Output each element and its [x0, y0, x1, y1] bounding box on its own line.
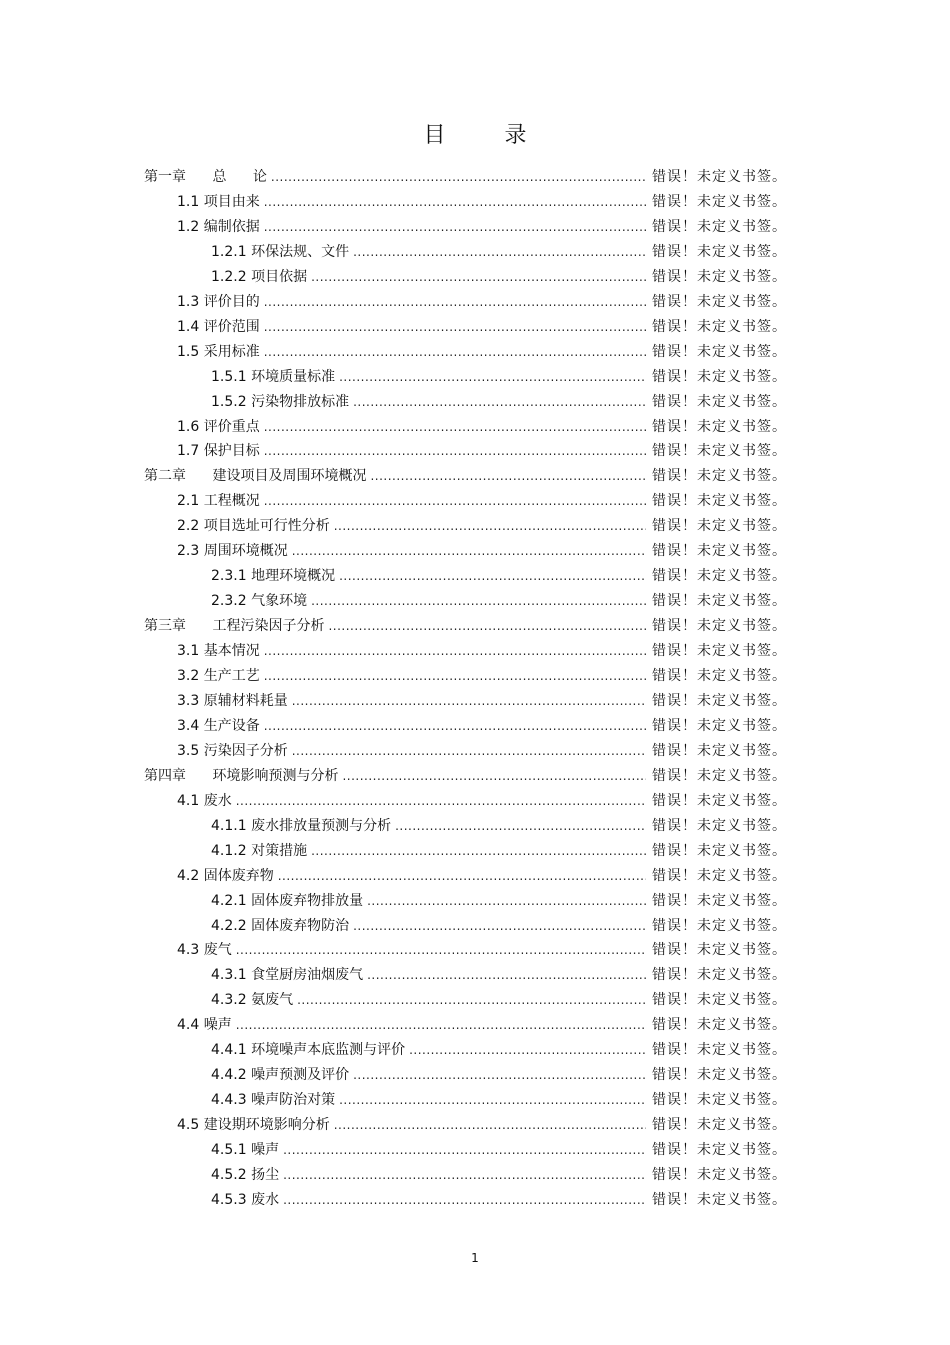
toc-section-entry[interactable]: [177, 665, 787, 687]
toc-page-reference: 错误！未定义书签。: [652, 967, 787, 983]
toc-subsection-entry[interactable]: [211, 590, 787, 612]
toc-section-entry[interactable]: [177, 715, 787, 737]
toc-page-reference: 错误！未定义书签。: [652, 269, 787, 285]
toc-page-reference: 错误！未定义书签。: [652, 593, 787, 609]
toc-section-entry[interactable]: [177, 490, 787, 512]
toc-entry-label: 3.2 生产工艺: [177, 668, 260, 684]
toc-entry-label: 4.3.2 氨废气: [211, 992, 294, 1008]
toc-section-entry[interactable]: [177, 690, 787, 712]
toc-page-reference: 错误！未定义书签。: [652, 893, 787, 909]
toc-chapter-entry[interactable]: [144, 615, 787, 637]
toc-dot-leader: [353, 391, 646, 413]
toc-subsection-entry[interactable]: [211, 1064, 787, 1086]
toc-entry-label: 4.3 废气: [177, 942, 232, 958]
toc-page-reference: 错误！未定义书签。: [652, 843, 787, 859]
toc-entry-label: 第一章 总 论: [144, 169, 267, 185]
toc-page-reference: 错误！未定义书签。: [652, 668, 787, 684]
toc-dot-leader: [297, 989, 646, 1011]
toc-dot-leader: [236, 939, 646, 961]
toc-entry-label: 4.3.1 食堂厨房油烟废气: [211, 967, 364, 983]
toc-subsection-entry[interactable]: [211, 266, 787, 288]
toc-dot-leader: [283, 1164, 646, 1186]
toc-dot-leader: [264, 291, 646, 313]
toc-section-entry[interactable]: [177, 540, 787, 562]
toc-subsection-entry[interactable]: [211, 1039, 787, 1061]
toc-entry-label: 2.3.2 气象环境: [211, 593, 308, 609]
toc-chapter-entry[interactable]: [144, 166, 787, 188]
toc-entry-label: 第三章 工程污染因子分析: [144, 618, 325, 634]
toc-dot-leader: [353, 915, 646, 937]
toc-entry-label: 4.1 废水: [177, 793, 232, 809]
toc-subsection-entry[interactable]: [211, 840, 787, 862]
toc-dot-leader: [342, 765, 646, 787]
toc-entry-label: 1.2 编制依据: [177, 219, 260, 235]
toc-section-entry[interactable]: [177, 865, 787, 887]
toc-dot-leader: [264, 216, 646, 238]
toc-dot-leader: [271, 166, 646, 188]
toc-section-entry[interactable]: [177, 341, 787, 363]
toc-page-reference: 错误！未定义书签。: [652, 419, 787, 435]
toc-page-reference: 错误！未定义书签。: [652, 1067, 787, 1083]
toc-dot-leader: [370, 465, 646, 487]
toc-section-entry[interactable]: [177, 216, 787, 238]
toc-subsection-entry[interactable]: [211, 366, 787, 388]
toc-entry-label: 第四章 环境影响预测与分析: [144, 768, 339, 784]
toc-page-reference: 错误！未定义书签。: [652, 1142, 787, 1158]
toc-page-reference: 错误！未定义书签。: [652, 743, 787, 759]
toc-section-entry[interactable]: [177, 939, 787, 961]
toc-subsection-entry[interactable]: [211, 1164, 787, 1186]
toc-entry-label: 4.4 噪声: [177, 1017, 232, 1033]
toc-page-reference: 错误！未定义书签。: [652, 618, 787, 634]
toc-page-reference: 错误！未定义书签。: [652, 718, 787, 734]
toc-page-reference: 错误！未定义书签。: [652, 319, 787, 335]
toc-dot-leader: [409, 1039, 646, 1061]
toc-entry-label: 3.5 污染因子分析: [177, 743, 288, 759]
toc-page-reference: 错误！未定义书签。: [652, 568, 787, 584]
toc-entry-label: 3.4 生产设备: [177, 718, 260, 734]
toc-page-reference: 错误！未定义书签。: [652, 868, 787, 884]
toc-entry-label: 2.1 工程概况: [177, 493, 260, 509]
toc-page-reference: 错误！未定义书签。: [652, 294, 787, 310]
toc-entry-label: 1.5.2 污染物排放标准: [211, 394, 350, 410]
toc-section-entry[interactable]: [177, 740, 787, 762]
toc-entry-label: 1.5.1 环境质量标准: [211, 369, 336, 385]
toc-page-reference: 错误！未定义书签。: [652, 493, 787, 509]
toc-dot-leader: [367, 890, 646, 912]
toc-entry-label: 1.6 评价重点: [177, 419, 260, 435]
toc-entry-label: 4.1.1 废水排放量预测与分析: [211, 818, 392, 834]
toc-dot-leader: [236, 790, 646, 812]
toc-dot-leader: [264, 440, 646, 462]
toc-entry-label: 1.3 评价目的: [177, 294, 260, 310]
toc-subsection-entry[interactable]: [211, 915, 787, 937]
toc-subsection-entry[interactable]: [211, 1089, 787, 1111]
toc-chapter-entry[interactable]: [144, 765, 787, 787]
toc-dot-leader: [339, 366, 646, 388]
toc-page-reference: 错误！未定义书签。: [652, 219, 787, 235]
toc-entry-label: 1.2.1 环保法规、文件: [211, 244, 350, 260]
toc-subsection-entry[interactable]: [211, 890, 787, 912]
toc-dot-leader: [264, 416, 646, 438]
toc-entry-label: 2.3 周围环境概况: [177, 543, 288, 559]
toc-entry-label: 第二章 建设项目及周围环境概况: [144, 468, 367, 484]
toc-dot-leader: [278, 865, 646, 887]
toc-dot-leader: [311, 590, 646, 612]
toc-page-reference: 错误！未定义书签。: [652, 518, 787, 534]
toc-entry-label: 4.2.1 固体废弃物排放量: [211, 893, 364, 909]
toc-dot-leader: [283, 1189, 646, 1211]
toc-entry-label: 4.4.1 环境噪声本底监测与评价: [211, 1042, 406, 1058]
toc-dot-leader: [339, 1089, 646, 1111]
toc-page-reference: 错误！未定义书签。: [652, 768, 787, 784]
toc-dot-leader: [264, 640, 646, 662]
toc-entry-label: 4.5.1 噪声: [211, 1142, 280, 1158]
toc-entry-label: 4.4.2 噪声预测及评价: [211, 1067, 350, 1083]
toc-dot-leader: [311, 840, 646, 862]
toc-page-reference: 错误！未定义书签。: [652, 244, 787, 260]
toc-section-entry[interactable]: [177, 416, 787, 438]
toc-subsection-entry[interactable]: [211, 565, 787, 587]
toc-page-reference: 错误！未定义书签。: [652, 468, 787, 484]
toc-page-reference: 错误！未定义书签。: [652, 693, 787, 709]
toc-subsection-entry[interactable]: [211, 815, 787, 837]
toc-page-reference: 错误！未定义书签。: [652, 344, 787, 360]
toc-dot-leader: [264, 191, 646, 213]
toc-subsection-entry[interactable]: [211, 241, 787, 263]
toc-subsection-entry[interactable]: [211, 1139, 787, 1161]
toc-entry-label: 4.4.3 噪声防治对策: [211, 1092, 336, 1108]
toc-dot-leader: [264, 341, 646, 363]
toc-section-entry[interactable]: [177, 515, 787, 537]
toc-page-reference: 错误！未定义书签。: [652, 992, 787, 1008]
toc-page-reference: 错误！未定义书签。: [652, 643, 787, 659]
toc-dot-leader: [264, 665, 646, 687]
toc-section-entry[interactable]: [177, 291, 787, 313]
toc-dot-leader: [334, 515, 646, 537]
toc-page-reference: 错误！未定义书签。: [652, 1092, 787, 1108]
toc-page-reference: 错误！未定义书签。: [652, 443, 787, 459]
toc-dot-leader: [283, 1139, 646, 1161]
toc-dot-leader: [328, 615, 646, 637]
toc-entry-label: 4.5 建设期环境影响分析: [177, 1117, 330, 1133]
toc-section-entry[interactable]: [177, 1014, 787, 1036]
toc-dot-leader: [264, 316, 646, 338]
toc-entry-label: 1.2.2 项目依据: [211, 269, 308, 285]
toc-entry-label: 4.5.3 废水: [211, 1192, 280, 1208]
toc-dot-leader: [334, 1114, 646, 1136]
toc-dot-leader: [353, 1064, 646, 1086]
toc-dot-leader: [367, 964, 646, 986]
toc-section-entry[interactable]: [177, 191, 787, 213]
page-number: 1: [471, 1251, 479, 1265]
toc-dot-leader: [353, 241, 646, 263]
toc-dot-leader: [264, 715, 646, 737]
toc-page-reference: 错误！未定义书签。: [652, 543, 787, 559]
toc-entry-label: 4.1.2 对策措施: [211, 843, 308, 859]
toc-entry-label: 2.3.1 地理环境概况: [211, 568, 336, 584]
toc-subsection-entry[interactable]: [211, 964, 787, 986]
toc-dot-leader: [311, 266, 646, 288]
toc-entry-label: 1.4 评价范围: [177, 319, 260, 335]
toc-section-entry[interactable]: [177, 440, 787, 462]
toc-subsection-entry[interactable]: [211, 989, 787, 1011]
toc-entry-label: 4.2.2 固体废弃物防治: [211, 918, 350, 934]
toc-subsection-entry[interactable]: [211, 1189, 787, 1211]
toc-page-reference: 错误！未定义书签。: [652, 169, 787, 185]
toc-page-reference: 错误！未定义书签。: [652, 1167, 787, 1183]
toc-page-reference: 错误！未定义书签。: [652, 1042, 787, 1058]
toc-page-reference: 错误！未定义书签。: [652, 1017, 787, 1033]
toc-page-reference: 错误！未定义书签。: [652, 1192, 787, 1208]
toc-page-reference: 错误！未定义书签。: [652, 942, 787, 958]
toc-section-entry[interactable]: [177, 640, 787, 662]
toc-entry-label: 3.1 基本情况: [177, 643, 260, 659]
toc-entry-label: 4.2 固体废弃物: [177, 868, 274, 884]
toc-subsection-entry[interactable]: [211, 391, 787, 413]
toc-entry-label: 3.3 原辅材料耗量: [177, 693, 288, 709]
toc-page-reference: 错误！未定义书签。: [652, 194, 787, 210]
toc-entry-label: 1.1 项目由来: [177, 194, 260, 210]
toc-dot-leader: [395, 815, 646, 837]
page-title: 目 录: [423, 123, 553, 148]
toc-section-entry[interactable]: [177, 316, 787, 338]
toc-section-entry[interactable]: [177, 1114, 787, 1136]
toc-page-reference: 错误！未定义书签。: [652, 818, 787, 834]
toc-chapter-entry[interactable]: [144, 465, 787, 487]
toc-page-reference: 错误！未定义书签。: [652, 918, 787, 934]
toc-page-reference: 错误！未定义书签。: [652, 394, 787, 410]
toc-entry-label: 4.5.2 扬尘: [211, 1167, 280, 1183]
toc-dot-leader: [339, 565, 646, 587]
toc-page-reference: 错误！未定义书签。: [652, 1117, 787, 1133]
toc-dot-leader: [292, 540, 646, 562]
toc-dot-leader: [292, 690, 646, 712]
toc-entry-label: 1.5 采用标准: [177, 344, 260, 360]
toc-entry-label: 1.7 保护目标: [177, 443, 260, 459]
toc-page-reference: 错误！未定义书签。: [652, 793, 787, 809]
toc-dot-leader: [292, 740, 646, 762]
toc-dot-leader: [236, 1014, 646, 1036]
toc-page-reference: 错误！未定义书签。: [652, 369, 787, 385]
toc-dot-leader: [264, 490, 646, 512]
toc-section-entry[interactable]: [177, 790, 787, 812]
toc-entry-label: 2.2 项目选址可行性分析: [177, 518, 330, 534]
